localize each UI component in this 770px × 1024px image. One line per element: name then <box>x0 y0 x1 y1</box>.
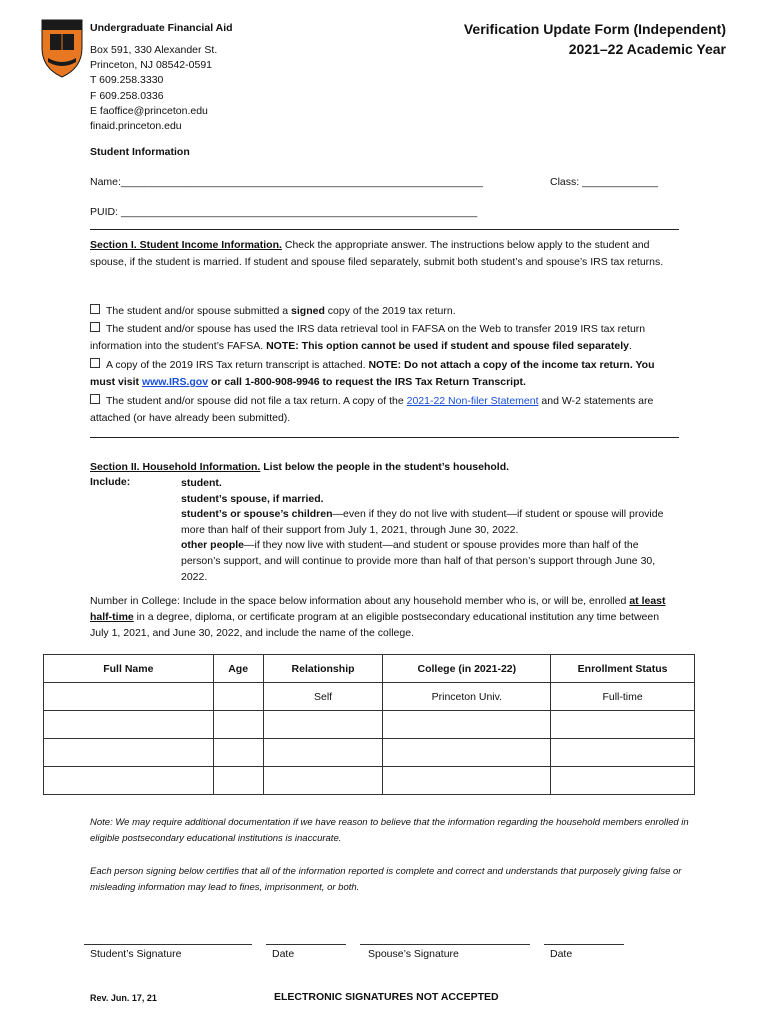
include-label: Include: <box>90 476 131 488</box>
checkbox[interactable] <box>90 358 100 368</box>
irs-link[interactable]: www.IRS.gov <box>141 376 209 388</box>
table-row <box>44 767 695 795</box>
section2-heading: Section II. Household Information. <box>90 461 261 473</box>
fax-line: F 609.258.0336 <box>90 89 164 102</box>
cell-relationship[interactable] <box>263 711 383 739</box>
cell-age[interactable] <box>213 767 263 795</box>
cell-age[interactable] <box>213 739 263 767</box>
option-signed-return[interactable] <box>90 303 680 320</box>
date-label: Date <box>550 948 573 960</box>
checkbox[interactable] <box>90 304 100 314</box>
student-signature-line[interactable] <box>84 944 252 945</box>
name-label: Name: <box>90 176 121 188</box>
academic-year: 2021–22 Academic Year <box>568 41 726 57</box>
certification-statement: Each person signing below certifies that all of the information reported is complete and correct and understands that purposely giving false or misleading information may lead to fines, imprisonment, or both. <box>90 866 682 893</box>
section2-heading-row <box>90 459 680 476</box>
table-row <box>44 739 695 767</box>
checkbox[interactable] <box>90 394 100 404</box>
spouse-signature-label: Spouse’s Signature <box>368 948 459 960</box>
cell-relationship[interactable] <box>263 767 383 795</box>
cell-enrollment-status[interactable] <box>551 767 695 795</box>
option-text: and W-2 statements are attached (or have already been submitted). <box>90 395 654 424</box>
college-text: Number in College: Include in the space below information about any household member who is, or will be, enrolled <box>90 595 630 607</box>
option-text: . <box>628 340 632 352</box>
cell-college[interactable] <box>383 739 551 767</box>
office-address <box>90 43 217 134</box>
address-line: Box 591, 330 Alexander St. <box>90 44 218 56</box>
cell-full-name[interactable] <box>44 767 214 795</box>
student-signature-label: Student’s Signature <box>90 948 182 960</box>
class-label: Class: <box>550 176 580 188</box>
cell-enrollment-status[interactable]: Full-time <box>551 683 695 711</box>
col-relationship: Relationship <box>263 655 383 683</box>
phone-line: T 609.258.3330 <box>90 74 164 87</box>
include-item: student’s or spouse’s children <box>181 508 333 521</box>
cell-full-name[interactable] <box>44 711 214 739</box>
puid-field-row[interactable] <box>90 206 477 218</box>
option-note: or call 1-800-908-9946 to request the IRS Tax Return Transcript. <box>208 376 526 388</box>
section1-instructions: Check the appropriate answer. The instructions below apply to the student and spouse, if the student is married. If student and spouse filed separately, submit both student’s and spouse’s IRS tax returns. <box>90 239 664 268</box>
option-text: copy of the 2019 tax return. <box>324 305 456 317</box>
section2-instruction: List below the people in the student’s household. <box>260 461 510 473</box>
name-field-row[interactable] <box>90 176 483 188</box>
cell-enrollment-status[interactable] <box>551 711 695 739</box>
section1-heading: Section I. Student Income Information. <box>90 239 282 251</box>
puid-blank[interactable]: _____________________________________________________________ <box>120 206 478 218</box>
include-item: student’s spouse, if married. <box>181 492 324 505</box>
include-item: other people <box>181 539 245 552</box>
student-info-heading: Student Information <box>90 146 190 158</box>
electronic-signature-notice: ELECTRONIC SIGNATURES NOT ACCEPTED <box>274 991 499 1003</box>
email-line: E faoffice@princeton.edu <box>90 104 208 117</box>
class-field-row[interactable] <box>550 176 658 188</box>
checkbox[interactable] <box>90 322 100 332</box>
cell-relationship[interactable] <box>263 739 383 767</box>
cell-full-name[interactable] <box>44 739 214 767</box>
option-bold: signed <box>291 305 325 317</box>
form-title-block <box>464 19 726 59</box>
option-text: A copy of the 2019 IRS Tax return transcript is attached. <box>106 359 369 371</box>
option-irs-drt[interactable] <box>90 321 680 355</box>
revision-date: Rev. Jun. 17, 21 <box>90 993 157 1003</box>
form-title: Verification Update Form (Independent) <box>463 21 726 37</box>
documentation-note: Note: We may require additional documentation if we have reason to believe that the information regarding the household members enrolled in eligible postsecondary educational institutions is inaccurate. <box>90 817 689 844</box>
table-row <box>44 711 695 739</box>
cell-full-name[interactable] <box>44 683 214 711</box>
table-header-row <box>44 655 695 683</box>
option-tax-transcript[interactable] <box>90 357 680 391</box>
college-emphasis: at least half-time <box>90 595 666 623</box>
class-blank[interactable]: _____________ <box>582 176 659 188</box>
office-name: Undergraduate Financial Aid <box>90 22 233 34</box>
option-note: NOTE: Do not attach a copy of the income tax return. You must visit <box>90 359 655 388</box>
option-text: The student and/or spouse has used the IRS data retrieval tool in FAFSA on the Web to transfer 2019 IRS tax return information into the student’s FAFSA. <box>90 323 646 352</box>
household-table <box>43 654 695 795</box>
puid-label: PUID: <box>90 206 119 218</box>
divider <box>90 229 679 230</box>
table-row <box>44 683 695 711</box>
non-filer-statement-link[interactable]: 2021-22 Non-filer Statement <box>406 395 539 407</box>
cell-college[interactable]: Princeton Univ. <box>383 683 551 711</box>
divider <box>90 437 679 438</box>
col-enrollment-status: Enrollment Status <box>551 655 695 683</box>
option-non-filer[interactable] <box>90 393 680 427</box>
cell-age[interactable] <box>213 683 263 711</box>
cell-college[interactable] <box>383 767 551 795</box>
include-item-detail: —even if they do not live with student—if student or spouse will provide more than half of their support from July 1, 2021, through June 30, 2022. <box>181 508 664 536</box>
option-text: The student and/or spouse submitted a <box>106 305 292 317</box>
include-item-detail: —if they now live with student—and student or spouse provides more than half of the person’s support, and will continue to provide more than half of that person’s support through June 30, 2022. <box>181 539 656 583</box>
website-line: finaid.princeton.edu <box>90 120 182 133</box>
princeton-shield-logo <box>38 14 86 80</box>
number-in-college-text <box>90 593 680 641</box>
col-college: College (in 2021-22) <box>383 655 551 683</box>
college-text: in a degree, diploma, or certificate program at an eligible postsecondary educational institution any time between July 1, 2021, and June 30, 2022, and include the name of the college. <box>90 611 660 639</box>
option-note: NOTE: This option cannot be used if student and spouse filed separately <box>266 340 629 352</box>
cell-college[interactable] <box>383 711 551 739</box>
col-full-name: Full Name <box>44 655 214 683</box>
date-line[interactable] <box>544 944 624 945</box>
section1-intro <box>90 237 680 271</box>
cell-age[interactable] <box>213 711 263 739</box>
name-blank[interactable]: ______________________________________________________________ <box>120 176 483 188</box>
include-list <box>181 476 671 585</box>
cell-relationship[interactable]: Self <box>263 683 383 711</box>
option-text: The student and/or spouse did not file a tax return. A copy of the <box>106 395 407 407</box>
col-age: Age <box>213 655 263 683</box>
spouse-signature-line[interactable] <box>360 944 530 945</box>
cell-enrollment-status[interactable] <box>551 739 695 767</box>
include-item: student. <box>181 477 222 489</box>
date-line[interactable] <box>266 944 346 945</box>
address-line: Princeton, NJ 08542-0591 <box>90 59 212 72</box>
date-label: Date <box>272 948 295 960</box>
